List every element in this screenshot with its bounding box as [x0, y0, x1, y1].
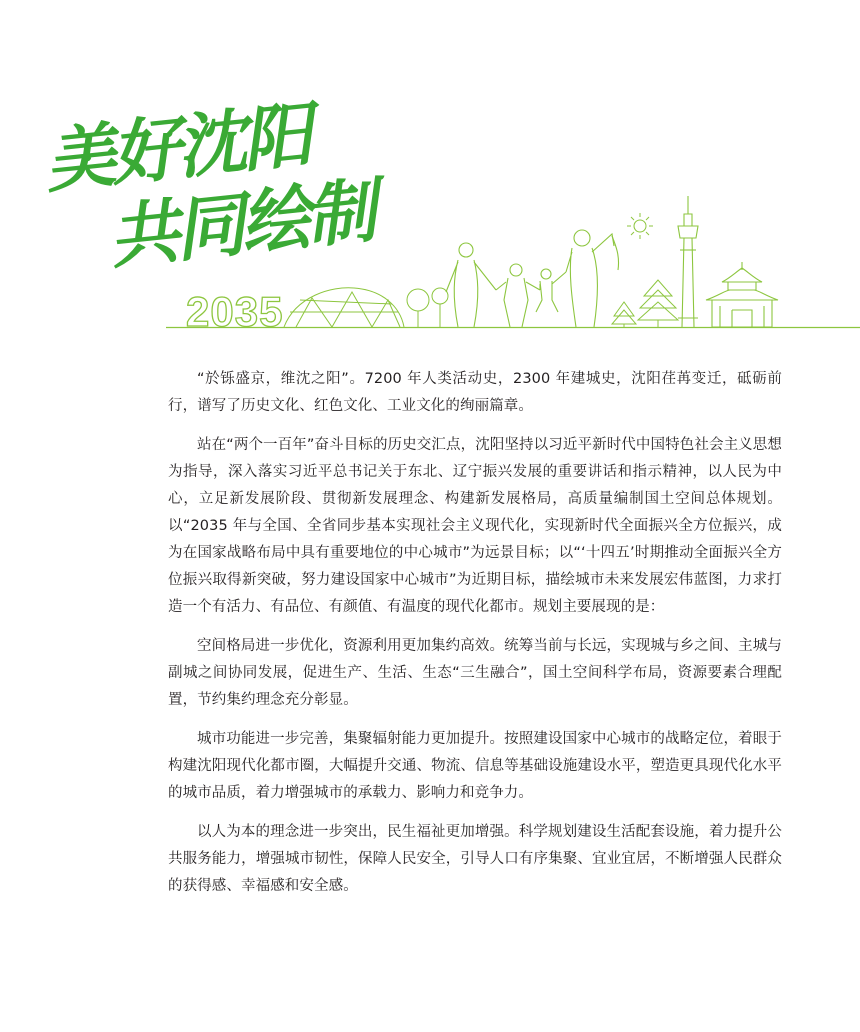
paragraph-city-function: 城市功能进一步完善，集聚辐射能力更加提升。按照建设国家中心城市的战略定位，着眼于构建沈阳现代化都市圈，大幅提升交通、物流、信息等基础设施建设水平，塑造更具现代化水平的城市品质，着力增强城市的承载力、影响力和竞争力。 [168, 731, 782, 801]
palace-icon [706, 262, 778, 327]
stadium-icon [284, 288, 404, 327]
sun-icon [627, 213, 653, 239]
year-outline: 2035 [186, 288, 284, 335]
family-icon [446, 230, 619, 327]
paragraph-goals: 站在“两个一百年”奋斗目标的历史交汇点，沈阳坚持以习近平新时代中国特色社会主义思想为指导，深入落实习近平总书记关于东北、辽宁振兴发展的重要讲话和指示精神，以人民为中心，立足新发展阶段、贯彻新发展理念、构建新发展格局，高质量编制国土空间总体规划。以“2035 年与全国、全省同步基本实现社会主义现代化，实现新时代全面振兴全方位振兴，成为在国家战略布局中具有重要地位的中心城市”为远景目标；以“‘十四五’时期推动全面振兴全方位振兴取得新突破，努力建设国家中心城市”为近期目标，描绘城市未来发展宏伟蓝图，力求打造一个有活力、有品位、有颜值、有温度的现代化都市。规划主要展现的是： [168, 437, 782, 615]
paragraph-people-oriented: 以人为本的理念进一步突出，民生福祉更加增强。科学规划建设生活配套设施，着力提升公共服务能力，增强城市韧性，保障人民安全，引导人口有序集聚、宜业宜居，不断增强人民群众的获得感、幸福感和安全感。 [168, 824, 782, 894]
header-banner [0, 0, 860, 340]
tree-icons [407, 288, 448, 327]
article-body [168, 366, 782, 912]
paragraph-spatial-layout: 空间格局进一步优化，资源利用更加集约高效。统筹当前与长远，实现城与乡之间、主城与副城之间协同发展，促进生产、生活、生态“三生融合”，国土空间科学布局，资源要素合理配置，节约集约理念充分彰显。 [168, 638, 782, 708]
title-line-2: 共同绘制 [105, 168, 377, 279]
pine-tree-icons [612, 280, 678, 327]
title-line-1: 美好沈阳 [41, 92, 313, 203]
banner-illustration [0, 0, 860, 340]
calligraphy-title [41, 91, 393, 279]
tv-tower-icon [678, 196, 698, 327]
paragraph-intro: “於铄盛京，维沈之阳”。7200 年人类活动史，2300 年建城史，沈阳荏苒变迁，砥砺前行，谱写了历史文化、红色文化、工业文化的绚丽篇章。 [168, 371, 782, 414]
